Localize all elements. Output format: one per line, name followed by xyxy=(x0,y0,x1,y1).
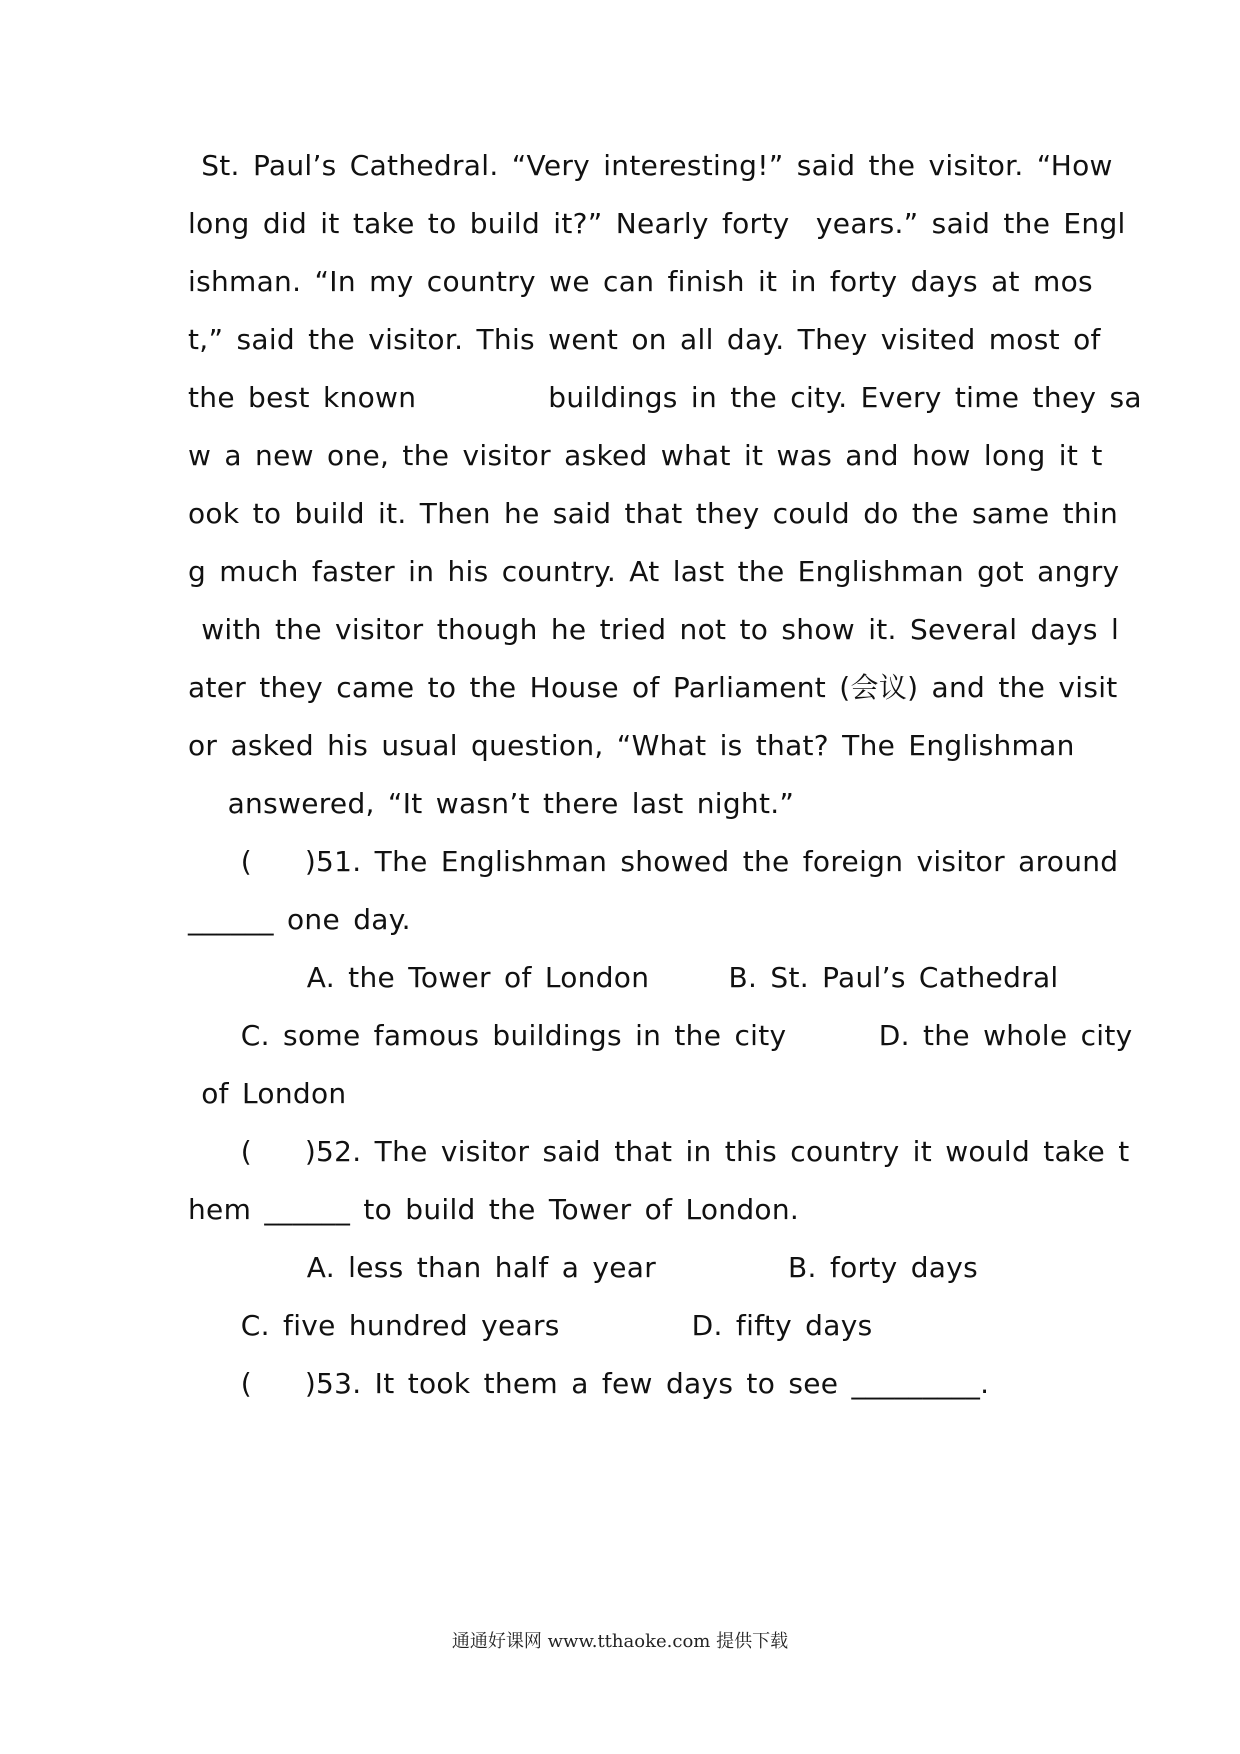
passage-line: St. Paul’s Cathedral. “Very interesting!” said the visitor. “How xyxy=(188,149,1113,182)
question-52-stem-cont: hem ______ to build the Tower of London. xyxy=(188,1193,800,1226)
question-52-options-cd: C. five hundred years D. fifty days xyxy=(188,1309,873,1342)
question-52-stem: ( )52. The visitor said that in this country it would take t xyxy=(188,1135,1130,1168)
passage-line: ater they came to the House of Parliament (会议) and the visit xyxy=(188,671,1118,704)
question-51-options-ab: A. the Tower of London B. St. Paul’s Cathedral xyxy=(188,961,1059,994)
page-footer: 通通好课网 www.tthaoke.com 提供下载 xyxy=(451,1631,789,1652)
question-51-options-cont: of London xyxy=(188,1077,347,1110)
question-51-options-cd: C. some famous buildings in the city D. the whole city xyxy=(188,1019,1133,1052)
passage-line: t,” said the visitor. This went on all day. They visited most of xyxy=(188,323,1101,356)
passage-line: long did it take to build it?” Nearly forty years.” said the Engl xyxy=(188,207,1126,240)
passage-line: ook to build it. Then he said that they could do the same thin xyxy=(188,497,1119,530)
passage-line: or asked his usual question, “What is that? The Englishman xyxy=(188,729,1075,762)
passage-line: g much faster in his country. At last the Englishman got angry xyxy=(188,555,1120,588)
passage-line: ishman. “In my country we can finish it in forty days at mos xyxy=(188,265,1093,298)
question-52-options-ab: A. less than half a year B. forty days xyxy=(188,1251,978,1284)
passage-line: the best known buildings in the city. Every time they sa xyxy=(188,381,1142,414)
passage-line: w a new one, the visitor asked what it was and how long it t xyxy=(188,439,1103,472)
question-53-stem: ( )53. It took them a few days to see _________. xyxy=(188,1367,990,1400)
passage-line: answered, “It wasn’t there last night.” xyxy=(188,787,795,820)
question-51-stem-cont: ______ one day. xyxy=(188,903,411,936)
passage-line: with the visitor though he tried not to show it. Several days l xyxy=(188,613,1120,646)
question-51-stem: ( )51. The Englishman showed the foreign visitor around xyxy=(188,845,1119,878)
